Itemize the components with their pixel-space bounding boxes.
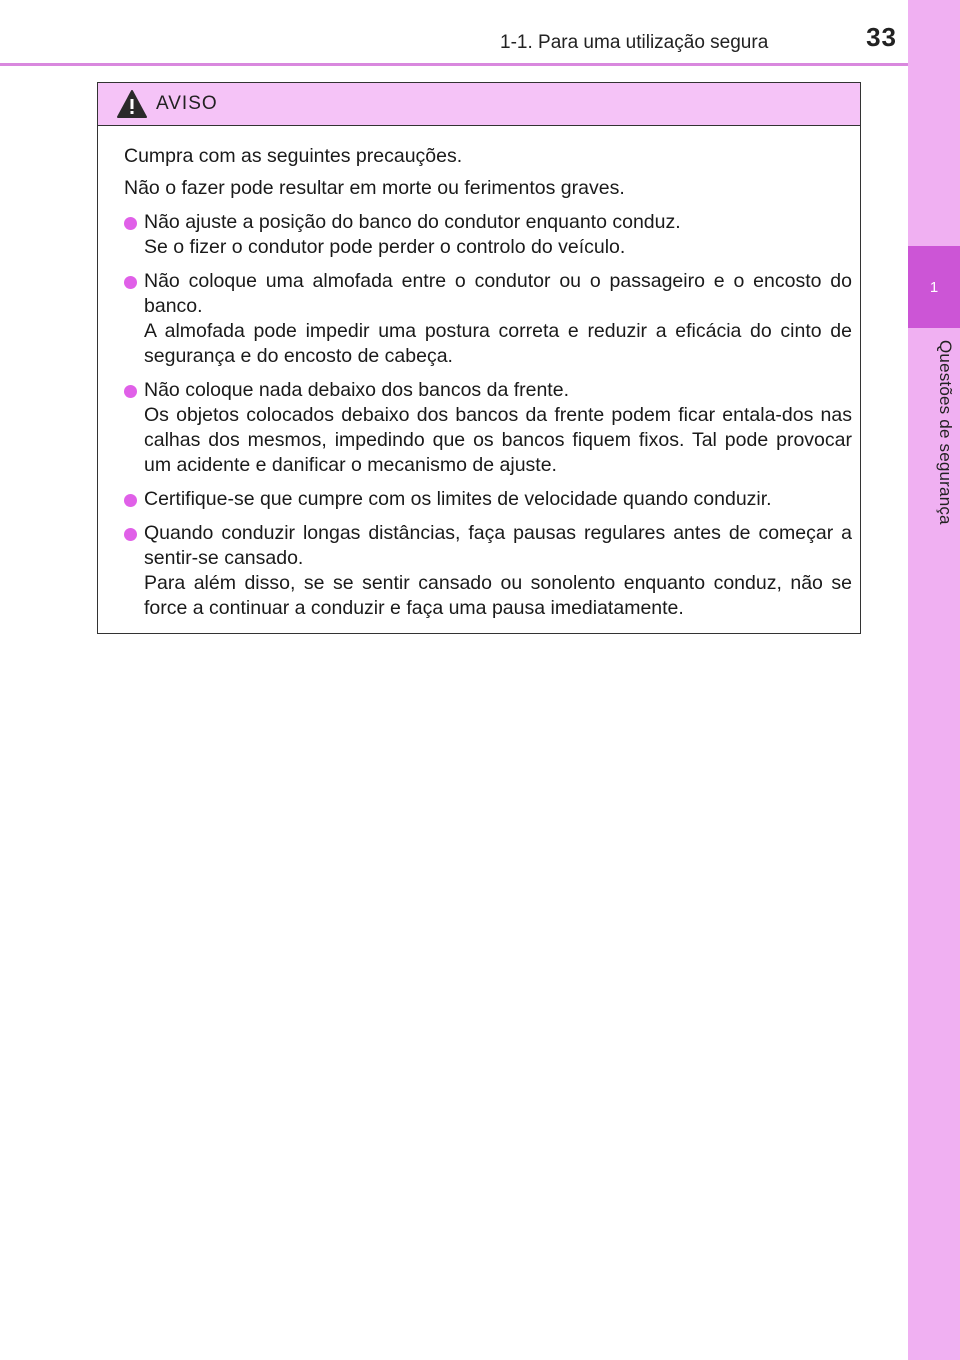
list-item-text: A almofada pode impedir uma postura correta e reduzir a eficácia do cinto de segurança e do encosto de cabeça. [144,320,852,367]
section-title: 1-1. Para uma utilização segura [500,32,769,53]
list-item [124,521,852,621]
list-item-text: Para além disso, se se sentir cansado ou sonolento enquanto conduz, não se force a continuar a conduzir e faça uma pausa imediatamente. [144,572,852,619]
list-item-text: Se o fizer o condutor pode perder o controlo do veículo. [144,236,626,258]
warning-body [98,126,860,621]
list-item-text: Não coloque nada debaixo dos bancos da frente. [144,379,569,401]
list-item [124,210,852,260]
chapter-title: Questões de segurança [936,340,955,525]
bullet-icon [124,528,137,541]
header-divider [0,63,908,66]
warning-intro: Não o fazer pode resultar em morte ou ferimentos graves. [124,177,625,199]
bullet-icon [124,494,137,507]
list-item-text: Não coloque uma almofada entre o condutor ou o passageiro e o encosto do banco. [144,270,852,317]
bullet-icon [124,217,137,230]
list-item-text: Não ajuste a posição do banco do condutor enquanto conduz. [144,211,681,233]
list-item-text: Certifique-se que cumpre com os limites de velocidade quando conduzir. [144,488,772,510]
page-number: 33 [866,22,897,52]
bullet-icon [124,385,137,398]
bullet-icon [124,276,137,289]
list-item-text: Quando conduzir longas distâncias, faça pausas regulares antes de começar a sentir-se cansado. [144,522,852,569]
warning-header [98,83,860,126]
list-item-text: Os objetos colocados debaixo dos bancos da frente podem ficar entala-dos nas calhas dos mesmos, impedindo que os bancos fiquem fixos. Tal pode provocar um acidente e danificar o mecanismo de ajuste. [144,404,852,476]
warning-title: AVISO [156,93,218,114]
warning-triangle-icon [116,89,148,119]
chapter-number: 1 [908,246,960,328]
list-item [124,378,852,478]
chapter-side-tab [908,0,960,1360]
precaution-list [124,210,852,621]
warning-intro: Cumpra com as seguintes precauções. [124,145,463,167]
warning-box [97,82,861,634]
list-item [124,487,852,512]
list-item [124,269,852,369]
